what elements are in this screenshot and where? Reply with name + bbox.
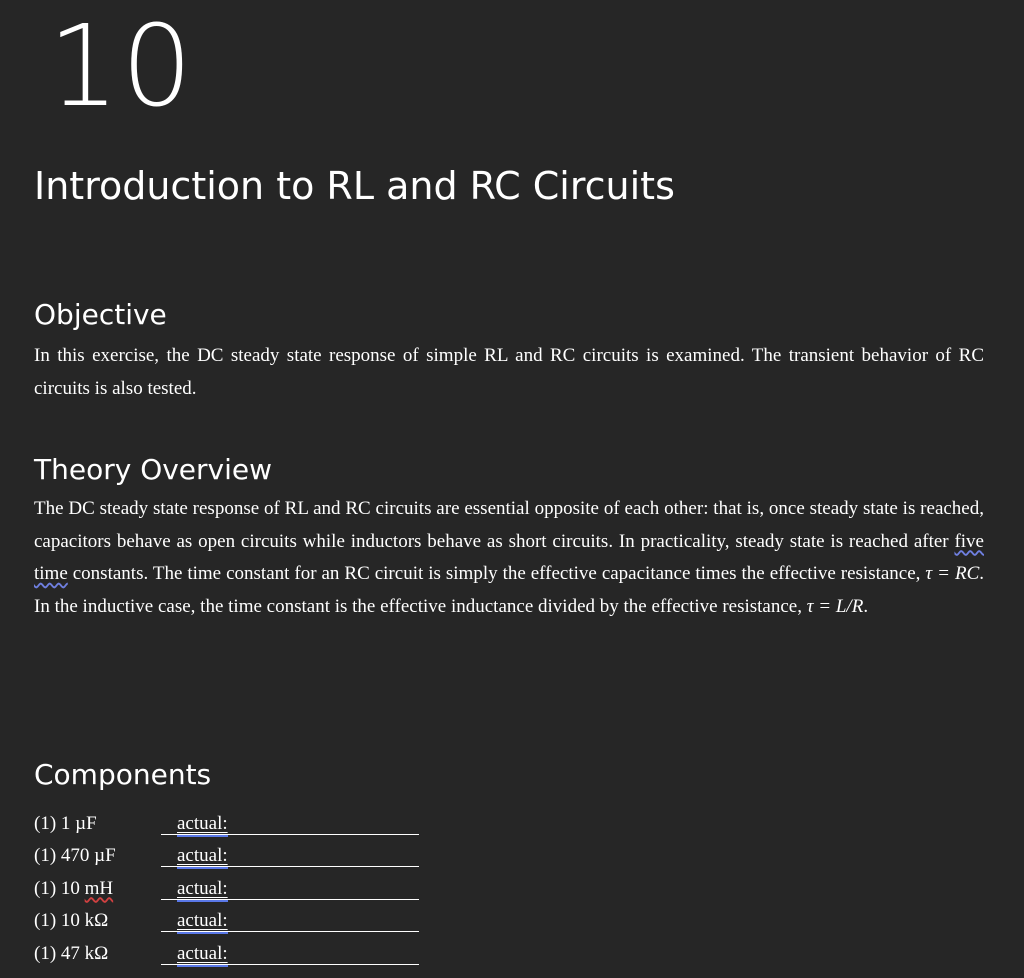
theory-text-part3: . In the inductive case, the time constant is the effective inductance divided by the effective resistance, xyxy=(34,563,984,617)
component-row xyxy=(34,802,419,835)
component-qty: (1) 10 kΩ xyxy=(34,910,109,931)
component-qty: (1) 1 µF xyxy=(34,812,97,834)
chapter-number: 10 xyxy=(48,2,195,132)
component-qty: (1) 470 µF xyxy=(34,845,116,866)
component-qty xyxy=(34,878,177,900)
component-row xyxy=(34,900,419,933)
theory-text xyxy=(34,493,984,623)
actual-label: actual: xyxy=(177,942,228,964)
theory-heading: Theory Overview xyxy=(34,453,273,486)
component-row xyxy=(34,932,419,965)
component-qty: (1) 47 kΩ xyxy=(34,942,109,964)
formula-lr: τ = L/R xyxy=(806,595,864,617)
actual-label: actual: xyxy=(177,910,228,931)
theory-text-part4: . xyxy=(863,595,869,617)
theory-text-part1: The DC steady state response of RL and RC circuits are essential opposite of each other: that is, once steady state is reached, capacitors behave as open circuits while inductors behave as short circuits. In practicality, steady state is reached after xyxy=(34,498,984,552)
formula-rc: τ = RC xyxy=(925,563,980,584)
objective-text xyxy=(34,340,984,405)
component-row xyxy=(34,867,419,900)
actual-label: actual: xyxy=(177,845,228,866)
chapter-title: Introduction to RL and RC Circuits xyxy=(34,164,675,208)
actual-label: actual: xyxy=(177,812,228,834)
objective-paragraph: In this exercise, the DC steady state response of simple RL and RC circuits is examined. The transient behavior of RC circuits is also tested. xyxy=(34,345,984,399)
components-heading: Components xyxy=(34,758,212,791)
component-row xyxy=(34,835,419,868)
components-list xyxy=(34,802,419,965)
objective-heading: Objective xyxy=(34,298,167,331)
theory-text-part2: constants. The time constant for an RC circuit is simply the effective capacitance times the effective resistance, xyxy=(67,563,926,584)
spellcheck-flagged-text[interactable]: five time xyxy=(34,530,984,584)
actual-label: actual: xyxy=(177,877,228,899)
component-qty-prefix: (1) 10 xyxy=(34,877,85,899)
theory-paragraph xyxy=(34,493,984,623)
spellcheck-flagged-unit[interactable]: mH xyxy=(84,877,114,899)
